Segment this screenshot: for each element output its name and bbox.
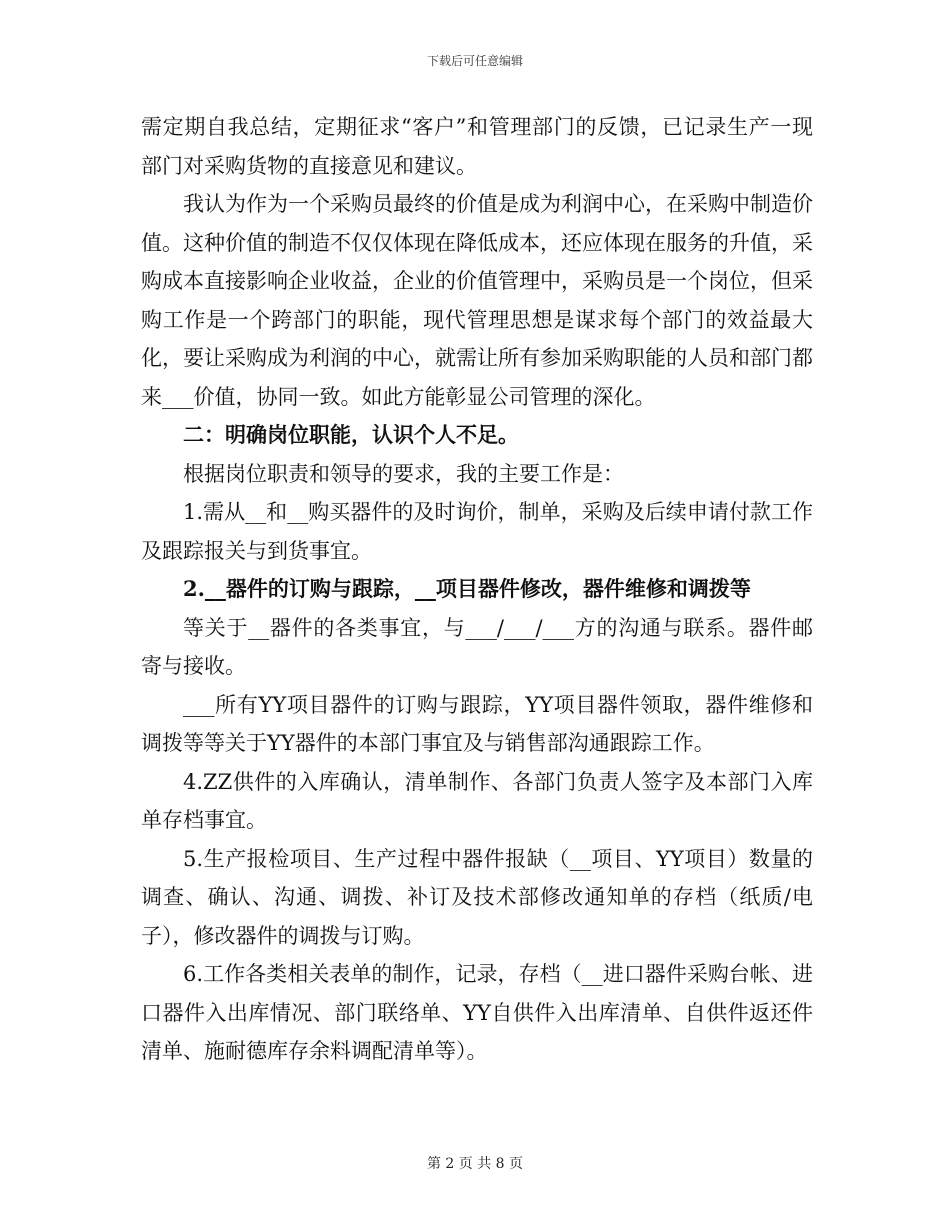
list-item-2-detail: 等关于__器件的各类事宜，与___/___/___方的沟通与联系。器件邮寄与接收。 <box>141 615 813 678</box>
paragraph-feedback: 需定期自我总结，定期征求“客户”和管理部门的反馈，已记录生产一现部门对采购货物的直接意见和建议。 <box>141 115 813 178</box>
paragraph-value-creation: 我认为作为一个采购员最终的价值是成为利润中心，在采购中制造价值。这种价值的制造不仅仅体现在降低成本，还应体现在服务的升值，采购成本直接影响企业收益，企业的价值管理中，采购员是一个岗位，但采购工作是一个跨部门的职能，现代管理思想是谋求每个部门的效益最大化，要让采购成为利润的中心，就需让所有参加采购职能的人员和部门都来___价值，协同一致。如此方能彰显公司管理的深化。 <box>141 192 813 409</box>
list-item-1: 1.需从__和__购买器件的及时询价，制单，采购及后续申请付款工作及跟踪报关与到货事宜。 <box>141 500 813 563</box>
list-item-4: 4.ZZ供件的入库确认，清单制作、各部门负责人签字及本部门入库单存档事宜。 <box>141 769 813 832</box>
download-note: 下载后可任意编辑 <box>426 54 523 68</box>
page-number: 第 2 页 共 8 页 <box>426 1156 524 1172</box>
list-item-5: 5.生产报检项目、生产过程中器件报缺（__项目、YY项目）数量的调查、确认、沟通、调拨、补订及技术部修改通知单的存档（纸质/电子），修改器件的调拨与订购。 <box>141 846 813 948</box>
list-item-2: 2.__器件的订购与跟踪，__项目器件修改，器件维修和调拨等 <box>183 576 751 601</box>
list-item-6: 6.工作各类相关表单的制作，记录，存档（__进口器件采购台帐、进口器件入出库情况、部门联络单、YY自供件入出库清单、自供件返还件清单、施耐德库存余料调配清单等）。 <box>141 962 813 1063</box>
section-heading: 二：明确岗位职能，认识个人不足。 <box>183 422 519 447</box>
paragraph-duties-intro: 根据岗位职责和领导的要求，我的主要工作是： <box>183 461 624 486</box>
document-body <box>141 108 813 1071</box>
list-item-3: ___所有YY项目器件的订购与跟踪，YY项目器件领取，器件维修和调拨等等关于YY器件的本部门事宜及与销售部沟通跟踪工作。 <box>141 692 813 755</box>
